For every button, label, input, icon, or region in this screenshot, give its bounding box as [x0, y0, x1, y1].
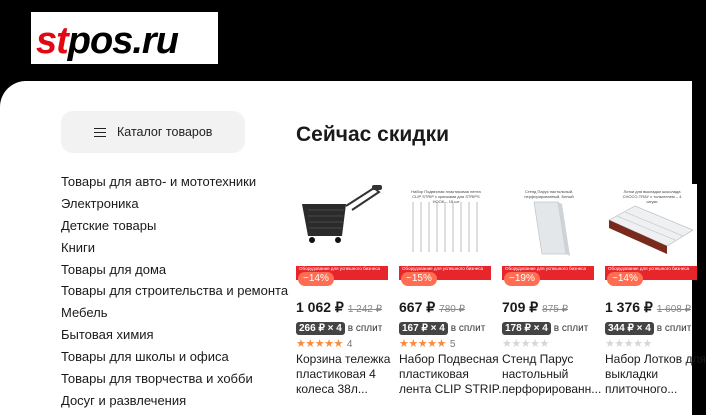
empty-star-icons: ★★★★★ — [502, 338, 549, 350]
site-logo[interactable] — [31, 12, 218, 64]
product-name[interactable]: Набор Подвесная пластиковая лента CLIP STRIP... — [399, 352, 509, 396]
category-link[interactable]: Досуг и развлечения — [61, 392, 187, 408]
promo-banner: Оборудование для успешного бизнеса — [605, 266, 697, 280]
category-link[interactable]: Товары для школы и офиса — [61, 349, 229, 365]
product-card[interactable] — [605, 184, 706, 396]
old-price: 1 608 ₽ — [656, 304, 692, 315]
product-image[interactable] — [399, 184, 491, 284]
rating-row — [399, 337, 455, 350]
empty-star-icons: ★★★★★ — [605, 338, 652, 350]
star-icons: ★★★★★ — [296, 338, 343, 350]
old-price: 780 ₽ — [439, 304, 465, 315]
category-link[interactable]: Электроника — [61, 195, 139, 211]
product-name[interactable]: Стенд Парус настольный перфорированн... — [502, 352, 602, 396]
price-row — [399, 299, 465, 317]
product-card[interactable] — [399, 184, 509, 396]
split-badge: 266 ₽ × 4 — [296, 322, 345, 335]
category-link[interactable]: Детские товары — [61, 217, 157, 233]
promo-banner: Оборудование для успешного бизнеса — [502, 266, 594, 280]
discount-badge: −14% — [607, 272, 643, 286]
discount-badge: −19% — [504, 272, 540, 286]
old-price: 875 ₽ — [542, 304, 568, 315]
rating-count: 5 — [449, 339, 456, 350]
split-badge: 178 ₽ × 4 — [502, 322, 551, 335]
current-price: 667 ₽ — [399, 299, 436, 315]
section-title: Сейчас скидки — [296, 123, 449, 146]
split-label: в сплит — [553, 323, 589, 334]
image-caption: Набор Подвесная пластиковая лента CLIP STRIP с крючками для STRIPS HOOK – 15 шт — [411, 189, 481, 204]
category-link[interactable]: Мебель — [61, 305, 108, 321]
product-image[interactable] — [502, 184, 594, 284]
product-image[interactable] — [605, 184, 697, 284]
product-card[interactable] — [296, 184, 391, 396]
price-row — [502, 299, 568, 317]
discount-badge: −15% — [401, 272, 437, 286]
category-link[interactable]: Товары для авто- и мототехники — [61, 174, 257, 189]
catalog-button-label: Каталог товаров — [117, 125, 213, 139]
product-image[interactable] — [296, 184, 388, 284]
discount-badge: −14% — [298, 272, 334, 286]
rating-count: 4 — [346, 339, 353, 350]
split-row — [399, 322, 485, 335]
category-link[interactable]: Товары для строительства и ремонта — [61, 283, 289, 299]
split-badge: 344 ₽ × 4 — [605, 322, 654, 335]
catalog-button[interactable] — [61, 111, 245, 153]
category-link[interactable]: Товары для творчества и хобби — [61, 371, 253, 387]
main-page — [0, 81, 706, 415]
product-name[interactable]: Корзина тележка пластиковая 4 колеса 38л... — [296, 352, 391, 396]
star-icons: ★★★★★ — [399, 338, 446, 350]
logo-graphic — [31, 12, 218, 64]
category-link[interactable]: Бытовая химия — [61, 327, 154, 343]
promo-banner: Оборудование для успешного бизнеса — [296, 266, 388, 280]
logo-rest: pos.ru — [67, 20, 178, 62]
image-caption: Стенд Парус настольный, перфорированный, Белый — [524, 189, 574, 199]
category-link[interactable]: Товары для дома — [61, 261, 167, 277]
current-price: 709 ₽ — [502, 299, 539, 315]
rating-row — [605, 337, 656, 350]
price-row — [605, 299, 691, 317]
promo-banner: Оборудование для успешного бизнеса — [399, 266, 491, 280]
split-label: в сплит — [347, 323, 383, 334]
logo-prefix: st — [36, 20, 68, 62]
split-label: в сплит — [656, 323, 692, 334]
category-link[interactable]: Книги — [61, 239, 96, 255]
split-row — [605, 322, 691, 335]
basket-cart-illustration — [296, 184, 388, 264]
menu-icon — [94, 128, 106, 137]
split-row — [502, 322, 588, 335]
price-row — [296, 299, 382, 317]
split-label: в сплит — [450, 323, 486, 334]
split-badge: 167 ₽ × 4 — [399, 322, 448, 335]
image-caption: Лотки для выкладки шоколада CHOCO-TRAY с толкателем – 4 штуки — [622, 189, 682, 204]
rating-row — [502, 337, 553, 350]
current-price: 1 062 ₽ — [296, 299, 344, 315]
product-card[interactable] — [502, 184, 602, 396]
old-price: 1 242 ₽ — [347, 304, 383, 315]
product-name[interactable]: Набор Лотков для выкладки плиточного... — [605, 352, 706, 396]
current-price: 1 376 ₽ — [605, 299, 653, 315]
rating-row — [296, 337, 352, 350]
split-row — [296, 322, 382, 335]
svg-text:stpos.ru — [36, 20, 179, 62]
category-list — [61, 172, 288, 413]
